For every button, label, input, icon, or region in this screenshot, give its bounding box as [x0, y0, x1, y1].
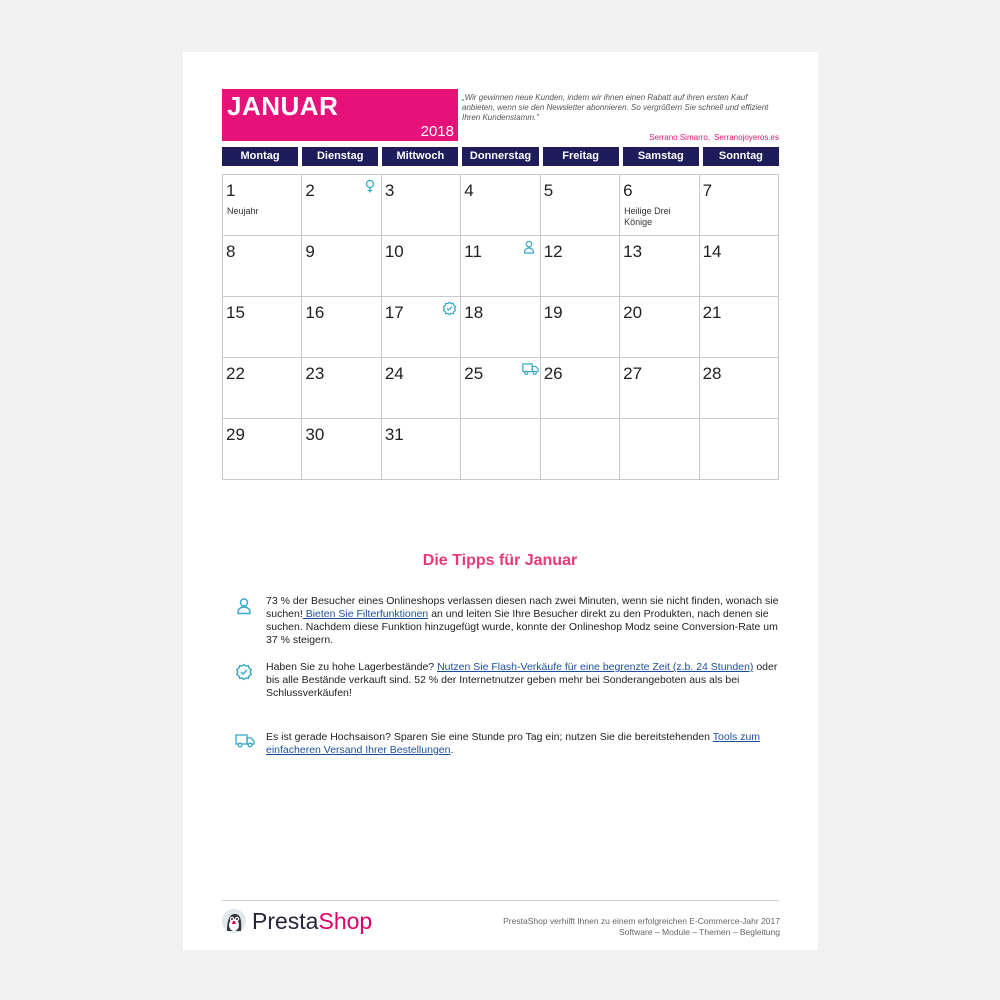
day-cell — [302, 175, 381, 236]
weekday-label: Donnerstag — [462, 147, 538, 166]
day-cell — [382, 236, 461, 297]
day-cell — [541, 236, 620, 297]
day-number: 15 — [226, 303, 245, 322]
day-cell — [620, 297, 699, 358]
day-number: 11 — [464, 242, 482, 261]
day-number: 19 — [543, 303, 563, 322]
footer-divider — [222, 900, 779, 901]
day-cell — [461, 297, 540, 358]
day-cell — [302, 419, 381, 480]
day-cell — [700, 175, 779, 236]
footer-line-2: Software – Module – Themen – Begleitung — [619, 927, 780, 937]
empty-day-cell — [461, 419, 540, 480]
user-icon — [235, 597, 253, 615]
truck-icon — [522, 362, 536, 376]
day-number: 10 — [384, 242, 404, 261]
day-cell — [461, 175, 540, 236]
weekday-label: Samstag — [623, 147, 699, 166]
filter-link[interactable]: Bieten Sie Filterfunktionen — [302, 608, 429, 620]
day-number: 14 — [702, 242, 722, 261]
month-name: JANUAR — [227, 91, 339, 121]
empty-day-cell — [620, 419, 699, 480]
empty-day-cell — [541, 419, 620, 480]
day-number: 27 — [623, 364, 643, 383]
day-cell — [302, 358, 381, 419]
day-cell — [461, 236, 540, 297]
day-cell — [223, 297, 302, 358]
day-number: 22 — [226, 364, 245, 383]
weekday-label: Montag — [222, 147, 298, 166]
tip-text — [266, 731, 781, 757]
holiday-label: Heilige Drei Könige — [624, 206, 671, 227]
badge-check-icon — [442, 301, 456, 315]
day-cell — [700, 358, 779, 419]
tip-text-part: oder bis alle Bestände verkauft sind. 52 % der Internetnutzer geben mehr bei Sonderangeboten aus als bei Schlussverkäufen! — [266, 661, 778, 699]
day-cell — [541, 358, 620, 419]
day-number: 8 — [226, 242, 236, 261]
empty-day-cell — [700, 419, 779, 480]
flash-sale-link[interactable]: Nutzen Sie Flash-Verkäufe für eine begrenzte Zeit (z.b. 24 Stunden) — [437, 661, 754, 673]
day-cell — [620, 236, 699, 297]
day-number: 12 — [543, 242, 563, 261]
day-number: 18 — [464, 303, 484, 322]
calendar-grid — [222, 174, 779, 480]
weekday-label: Sonntag — [703, 147, 779, 166]
badge-check-icon — [235, 663, 253, 681]
shipping-tools-link[interactable]: Tools zum einfacheren Versand Ihrer Bestellungen — [266, 731, 761, 756]
day-cell — [223, 358, 302, 419]
day-number: 13 — [623, 242, 643, 261]
day-cell — [541, 297, 620, 358]
month-year: 2018 — [420, 123, 454, 140]
tip-text — [266, 595, 781, 647]
day-cell — [223, 236, 302, 297]
footer-text — [503, 916, 780, 938]
tips-title: Die Tipps für Januar — [422, 552, 578, 569]
day-number: 1 — [226, 181, 236, 200]
day-cell — [700, 236, 779, 297]
day-number: 3 — [384, 181, 395, 200]
tip-text-part: Es ist gerade Hochsaison? Sparen Sie eine Stunde pro Tag ein; nutzen Sie die bereitstehenden — [266, 731, 713, 743]
day-cell — [223, 419, 302, 480]
day-number: 23 — [305, 364, 325, 383]
day-number: 31 — [384, 425, 404, 444]
day-number: 25 — [464, 364, 484, 383]
day-number: 17 — [384, 303, 404, 322]
logo-part: Shop — [318, 907, 373, 934]
weekday-bar — [222, 147, 779, 166]
day-number: 6 — [623, 181, 633, 200]
venus-icon — [363, 179, 377, 193]
truck-icon — [235, 731, 255, 749]
day-number: 26 — [543, 364, 563, 383]
day-cell — [223, 175, 302, 236]
month-header — [222, 89, 458, 141]
user-icon — [522, 240, 536, 254]
tip-text-part: . — [450, 744, 454, 756]
day-number: 2 — [305, 181, 315, 200]
tip-text-part: an und leiten Sie Ihre Besucher direkt zu den Produkten, nach denen sie suchen. Nachdem diese Funktion hinzugefügt wurde, konnte der Onlineshop Modz seine Conversion-Rate um 37 % steigern. — [266, 608, 778, 646]
day-number: 4 — [464, 181, 474, 200]
day-cell — [461, 358, 540, 419]
day-cell — [382, 358, 461, 419]
prestashop-logo — [222, 906, 372, 936]
day-number: 5 — [543, 181, 554, 200]
day-cell — [302, 297, 381, 358]
logo-part: Presta — [252, 907, 319, 934]
weekday-label: Dienstag — [302, 147, 378, 166]
logo-wordmark — [252, 908, 372, 935]
weekday-label: Mittwoch — [382, 147, 458, 166]
holiday-label: Neujahr — [227, 206, 259, 216]
day-number: 21 — [702, 303, 722, 322]
day-number: 7 — [702, 181, 713, 200]
day-cell — [620, 358, 699, 419]
day-cell — [700, 297, 779, 358]
tip-text — [266, 661, 781, 700]
day-cell — [382, 419, 461, 480]
day-number: 28 — [702, 364, 722, 383]
weekday-label: Freitag — [543, 147, 619, 166]
day-cell — [620, 175, 699, 236]
day-number: 9 — [305, 242, 315, 261]
footer-line-1: PrestaShop verhilft Ihnen zu einem erfolgreichen E-Commerce-Jahr 2017 — [503, 916, 780, 926]
quote-author-name: Serrano Simarro, — [649, 133, 711, 142]
quote-text: „Wir gewinnen neue Kunden, indem wir ihnen einen Rabatt auf ihren ersten Kauf anbieten, wenn sie den Newsletter abonnieren. So vergrößern Sie schnell und effizient Ihren Kundenstamm." — [462, 93, 769, 122]
quote-author-site: Serranojoyeros.es — [714, 133, 779, 142]
day-cell — [541, 175, 620, 236]
puffin-icon — [222, 909, 246, 933]
day-cell — [382, 175, 461, 236]
day-number: 30 — [305, 425, 325, 444]
day-number: 24 — [384, 364, 404, 383]
day-number: 16 — [305, 303, 325, 322]
day-cell — [302, 236, 381, 297]
day-number: 29 — [226, 425, 245, 444]
tip-text-part: 73 % der Besucher eines Onlineshops verlassen diesen nach zwei Minuten, wenn sie nicht finden, wonach sie suchen! — [266, 595, 779, 620]
tip-text-part: Haben Sie zu hohe Lagerbestände? — [266, 661, 438, 673]
quote-author — [645, 133, 779, 142]
day-cell — [382, 297, 461, 358]
day-number: 20 — [623, 303, 643, 322]
